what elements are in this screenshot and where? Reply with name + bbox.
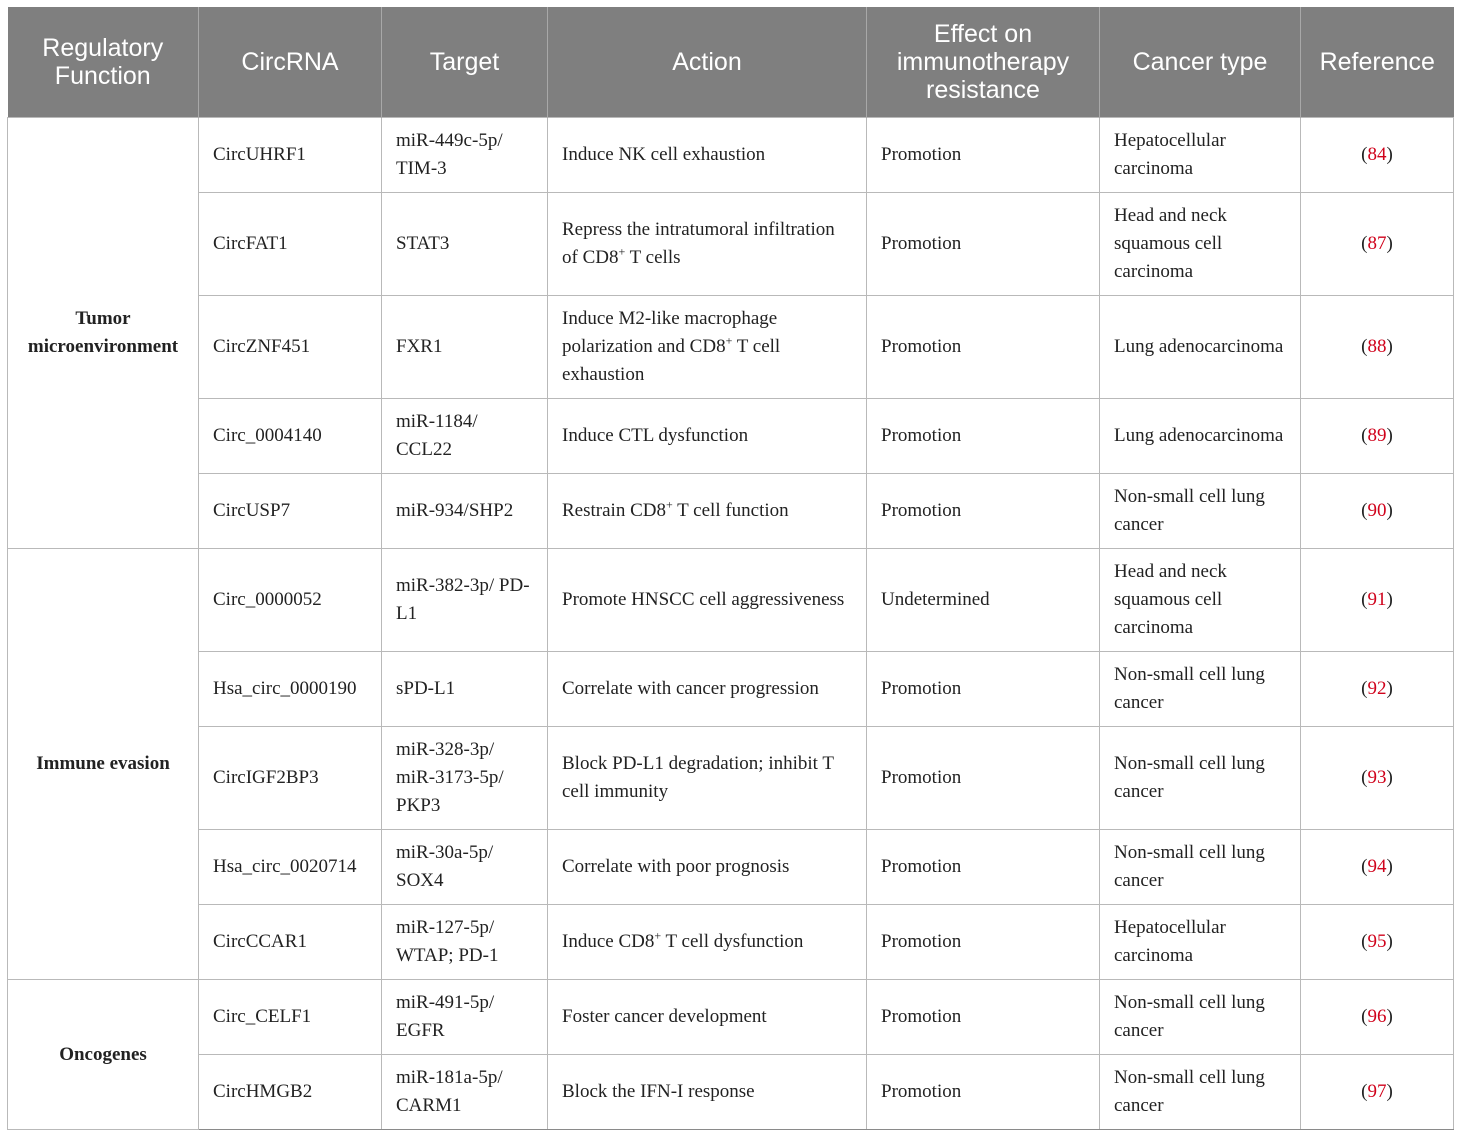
- header-row: [8, 7, 1454, 118]
- reference-link[interactable]: 87: [1367, 233, 1387, 254]
- table-row: [8, 193, 1454, 296]
- reference-link[interactable]: 93: [1367, 767, 1387, 788]
- table-row: [8, 980, 1454, 1055]
- cancer-type-cell: Non-small cell lung cancer: [1100, 980, 1301, 1055]
- header-effect: Effect on immunotherapy resistance: [867, 7, 1100, 118]
- action-cell: Induce M2-like macrophage polarization and CD8+ T cell exhaustion: [548, 296, 867, 399]
- reference-cell: (84): [1301, 118, 1454, 193]
- reference-cell: (89): [1301, 399, 1454, 474]
- group-label: Tumor microenvironment: [8, 118, 199, 549]
- action-cell: Restrain CD8+ T cell function: [548, 474, 867, 549]
- circrna-cell: CircUHRF1: [199, 118, 382, 193]
- reference-cell: (90): [1301, 474, 1454, 549]
- cancer-type-cell: Lung adenocarcinoma: [1100, 296, 1301, 399]
- reference-link[interactable]: 97: [1367, 1081, 1387, 1102]
- target-cell: miR-491-5p/ EGFR: [382, 980, 548, 1055]
- reference-cell: (91): [1301, 549, 1454, 652]
- target-cell: miR-328-3p/ miR-3173-5p/ PKP3: [382, 727, 548, 830]
- circrna-table: [7, 7, 1454, 1130]
- circrna-cell: CircIGF2BP3: [199, 727, 382, 830]
- action-cell: Foster cancer development: [548, 980, 867, 1055]
- cancer-type-cell: Non-small cell lung cancer: [1100, 474, 1301, 549]
- reference-cell: (92): [1301, 652, 1454, 727]
- circrna-cell: CircHMGB2: [199, 1055, 382, 1130]
- reference-link[interactable]: 88: [1367, 336, 1387, 357]
- cancer-type-cell: Lung adenocarcinoma: [1100, 399, 1301, 474]
- reference-link[interactable]: 96: [1367, 1006, 1387, 1027]
- action-cell: Block PD-L1 degradation; inhibit T cell immunity: [548, 727, 867, 830]
- effect-cell: Undetermined: [867, 549, 1100, 652]
- action-cell: Block the IFN-I response: [548, 1055, 867, 1130]
- target-cell: FXR1: [382, 296, 548, 399]
- effect-cell: Promotion: [867, 118, 1100, 193]
- target-cell: miR-382-3p/ PD-L1: [382, 549, 548, 652]
- reference-link[interactable]: 91: [1367, 589, 1387, 610]
- action-cell: Induce CD8+ T cell dysfunction: [548, 905, 867, 980]
- target-cell: miR-181a-5p/ CARM1: [382, 1055, 548, 1130]
- table-row: [8, 118, 1454, 193]
- effect-cell: Promotion: [867, 399, 1100, 474]
- reference-link[interactable]: 95: [1367, 931, 1387, 952]
- reference-link[interactable]: 89: [1367, 425, 1387, 446]
- header-target: Target: [382, 7, 548, 118]
- effect-cell: Promotion: [867, 905, 1100, 980]
- table-row: [8, 905, 1454, 980]
- effect-cell: Promotion: [867, 474, 1100, 549]
- table-row: [8, 727, 1454, 830]
- target-cell: STAT3: [382, 193, 548, 296]
- table-row: [8, 474, 1454, 549]
- effect-cell: Promotion: [867, 652, 1100, 727]
- reference-cell: (97): [1301, 1055, 1454, 1130]
- group-label: Immune evasion: [8, 549, 199, 980]
- table-row: [8, 830, 1454, 905]
- circrna-cell: Hsa_circ_0020714: [199, 830, 382, 905]
- reference-cell: (94): [1301, 830, 1454, 905]
- table-row: [8, 399, 1454, 474]
- reference-cell: (96): [1301, 980, 1454, 1055]
- circrna-cell: Circ_0000052: [199, 549, 382, 652]
- circrna-cell: CircFAT1: [199, 193, 382, 296]
- effect-cell: Promotion: [867, 980, 1100, 1055]
- cancer-type-cell: Non-small cell lung cancer: [1100, 1055, 1301, 1130]
- table-row: [8, 296, 1454, 399]
- cancer-type-cell: Non-small cell lung cancer: [1100, 652, 1301, 727]
- effect-cell: Promotion: [867, 296, 1100, 399]
- header-circrna: CircRNA: [199, 7, 382, 118]
- circrna-cell: Circ_0004140: [199, 399, 382, 474]
- reference-link[interactable]: 94: [1367, 856, 1387, 877]
- target-cell: sPD-L1: [382, 652, 548, 727]
- table-row: [8, 652, 1454, 727]
- group-label: Oncogenes: [8, 980, 199, 1130]
- header-action: Action: [548, 7, 867, 118]
- cancer-type-cell: Non-small cell lung cancer: [1100, 727, 1301, 830]
- reference-cell: (93): [1301, 727, 1454, 830]
- circrna-cell: Hsa_circ_0000190: [199, 652, 382, 727]
- table-row: [8, 1055, 1454, 1130]
- action-cell: Induce NK cell exhaustion: [548, 118, 867, 193]
- action-cell: Correlate with cancer progression: [548, 652, 867, 727]
- reference-link[interactable]: 84: [1367, 144, 1387, 165]
- action-cell: Repress the intratumoral infiltration of CD8+ T cells: [548, 193, 867, 296]
- header-reference: Reference: [1301, 7, 1454, 118]
- effect-cell: Promotion: [867, 830, 1100, 905]
- effect-cell: Promotion: [867, 727, 1100, 830]
- table-row: [8, 549, 1454, 652]
- cancer-type-cell: Hepatocellular carcinoma: [1100, 118, 1301, 193]
- action-cell: Induce CTL dysfunction: [548, 399, 867, 474]
- reference-cell: (95): [1301, 905, 1454, 980]
- header-cancer-type: Cancer type: [1100, 7, 1301, 118]
- circrna-cell: CircCCAR1: [199, 905, 382, 980]
- effect-cell: Promotion: [867, 1055, 1100, 1130]
- reference-cell: (87): [1301, 193, 1454, 296]
- effect-cell: Promotion: [867, 193, 1100, 296]
- reference-link[interactable]: 92: [1367, 678, 1387, 699]
- header-regulatory-function: Regulatory Function: [8, 7, 199, 118]
- cancer-type-cell: Non-small cell lung cancer: [1100, 830, 1301, 905]
- reference-cell: (88): [1301, 296, 1454, 399]
- cancer-type-cell: Hepatocellular carcinoma: [1100, 905, 1301, 980]
- circrna-cell: CircUSP7: [199, 474, 382, 549]
- target-cell: miR-30a-5p/ SOX4: [382, 830, 548, 905]
- target-cell: miR-449c-5p/ TIM-3: [382, 118, 548, 193]
- circrna-cell: CircZNF451: [199, 296, 382, 399]
- cancer-type-cell: Head and neck squamous cell carcinoma: [1100, 193, 1301, 296]
- cancer-type-cell: Head and neck squamous cell carcinoma: [1100, 549, 1301, 652]
- target-cell: miR-934/SHP2: [382, 474, 548, 549]
- circrna-cell: Circ_CELF1: [199, 980, 382, 1055]
- reference-link[interactable]: 90: [1367, 500, 1387, 521]
- target-cell: miR-1184/ CCL22: [382, 399, 548, 474]
- action-cell: Promote HNSCC cell aggressiveness: [548, 549, 867, 652]
- target-cell: miR-127-5p/ WTAP; PD-1: [382, 905, 548, 980]
- action-cell: Correlate with poor prognosis: [548, 830, 867, 905]
